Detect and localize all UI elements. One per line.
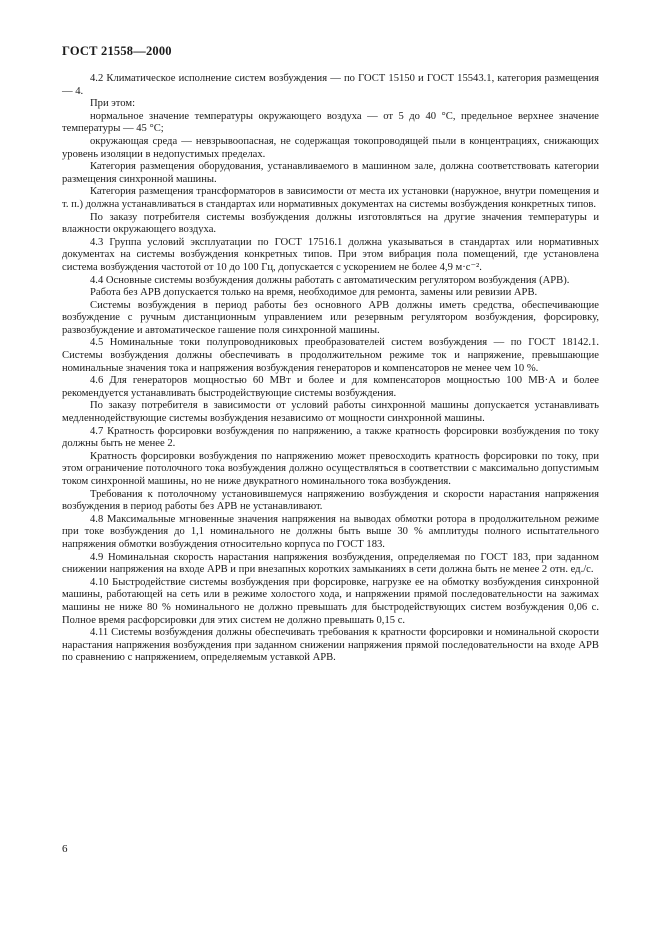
paragraph: По заказу потребителя в зависимости от условий работы синхронной машины допускается устанавливать медленнодействующие системы возбуждения независимо от мощности синхронной машины. <box>62 400 599 425</box>
paragraph: Кратность форсировки возбуждения по напряжению может превосходить кратность форсировки по току, при этом ограничение потолочного тока возбуждения должно осуществляться в соответствии с максимально допустимым током синхронной машины, но не ниже двукратного номинального тока возбуждения. <box>62 450 599 487</box>
paragraph: Работа без АРВ допускается только на время, необходимое для ремонта, замены или ревизии АРВ. <box>90 287 538 299</box>
paragraph: окружающая среда — невзрывоопасная, не содержащая токопроводящей пыли в концентрациях, снижающих уровень изоляции в недопустимых пределах. <box>62 135 599 160</box>
paragraph: Системы возбуждения в период работы без основного АРВ должны иметь средства, обеспечивающие возбуждение с ручным дистанционным управлением или резервным регулятором возбуждения, форсировку, развозбуждение и автоматическое гашение поля синхронной машины. <box>62 299 599 336</box>
paragraph: Требования к потолочному установившемуся напряжению возбуждения и скорости нарастания напряжения возбуждения в период работы без АРВ не устанавливают. <box>62 488 599 513</box>
paragraph: По заказу потребителя системы возбуждения должны изготовляться на другие значения температуры и влажности окружающего воздуха. <box>62 211 599 236</box>
paragraph: Категория размещения оборудования, устанавливаемого в машинном зале, должна соответствовать категории размещения синхронной машины. <box>62 161 599 185</box>
page-number: 6 <box>62 843 68 855</box>
paragraph: При этом: <box>90 98 136 110</box>
body-text <box>62 73 599 665</box>
paragraph: 4.11 Системы возбуждения должны обеспечивать требования к кратности форсировки и номинальной скорости нарастания напряжения возбуждения при заданном снижении напряжения прямой последовательности на входе АРВ по сравнению с напряжением, определяемым уставкой АРВ. <box>62 627 599 664</box>
paragraph: 4.3 Группа условий эксплуатации по ГОСТ 17516.1 должна указываться в стандартах или нормативных документах на системы возбуждения конкретных типов. При этом вибрация пола помещений, где установлена система возбуждения частотой от 10 до 100 Гц, допускается с ускорением не более 4,9 м·с⁻². <box>62 236 599 273</box>
paragraph: нормальное значение температуры окружающего воздуха — от 5 до 40 °С, предельное верхнее значение температуры — 45 °С; <box>62 110 599 135</box>
paragraph: 4.6 Для генераторов мощностью 60 МВт и более и для компенсаторов мощностью 100 МВ·А и более рекомендуется устанавливать быстродействующие системы возбуждения. <box>62 375 599 399</box>
paragraph: 4.10 Быстродействие системы возбуждения при форсировке, нагрузке ее на обмотку возбуждения синхронной машины, работающей на сеть или в режиме холостого хода, и напряжении прямой последовательности на зажимах машины не ниже 80 % номинального не должно превышать для быстродействующих систем возбуждения 0,06 с. Полное время расфорсировки для этих систем не должно превышать 0,15 с. <box>62 576 599 626</box>
paragraph: 4.5 Номинальные токи полупроводниковых преобразователей систем возбуждения — по ГОСТ 18142.1. Системы возбуждения должны обеспечивать в продолжительном режиме ток и напряжение, превышающие номинальные значения тока и напряжения возбуждения генераторов и компенсаторов не менее чем 10 %. <box>62 337 599 374</box>
paragraph: 4.9 Номинальная скорость нарастания напряжения возбуждения, определяемая по ГОСТ 183, при заданном снижении напряжения на входе АРВ и при внезапных коротких замыканиях в сети должна быть не менее 2 отн. ед./с. <box>62 551 599 576</box>
standard-header: ГОСТ 21558—2000 <box>62 44 172 58</box>
paragraph: Категория размещения трансформаторов в зависимости от места их установки (наружное, внутри помещения и т. п.) должна устанавливаться в стандартах или нормативных документах на системы возбуждения конкретных типов. <box>62 186 599 210</box>
paragraph: 4.8 Максимальные мгновенные значения напряжения на выводах обмотки ротора в продолжительном режиме при токе возбуждения до 1,1 номинального не должны быть выше 30 % амплитуды полного испытательного напряжения обмотки возбуждения относительно корпуса по ГОСТ 183. <box>62 513 599 550</box>
paragraph: 4.7 Кратность форсировки возбуждения по напряжению, а также кратность форсировки возбуждения по току должны быть не менее 2. <box>62 425 599 450</box>
paragraph: 4.2 Климатическое исполнение систем возбуждения — по ГОСТ 15150 и ГОСТ 15543.1, категория размещения — 4. <box>62 73 599 97</box>
paragraph: 4.4 Основные системы возбуждения должны работать с автоматическим регулятором возбуждения (АРВ). <box>90 274 570 286</box>
